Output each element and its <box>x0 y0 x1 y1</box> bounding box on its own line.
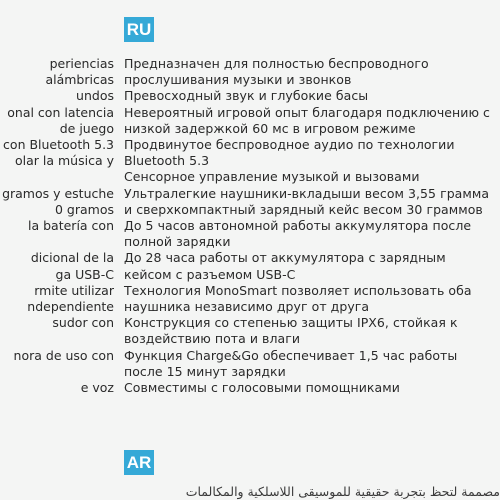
spanish-fragment-line: rmite utilizar <box>34 282 114 298</box>
ru-feature-item: До 28 часа работы от аккумулятора с зарядным кейсом с разъемом USB-C <box>124 250 446 282</box>
ru-feature-item: Превосходный звук и глубокие басы <box>124 88 369 104</box>
spanish-fragment-line: sudor con <box>52 315 114 331</box>
spanish-fragment-line: nora de uso con <box>13 347 114 363</box>
spanish-fragment-line: onal con latencia <box>7 104 114 120</box>
spanish-fragment-line: ndependiente <box>27 299 114 314</box>
language-badge-ru: RU <box>124 17 154 42</box>
spanish-fragment-line: ga USB-C <box>55 266 114 282</box>
spanish-fragment-line: dicional de la <box>30 250 114 266</box>
spanish-fragment-line: 0 gramos <box>55 201 114 217</box>
spanish-text-column-cropped <box>0 0 118 500</box>
spanish-fragment-line: olar la música y <box>15 153 114 169</box>
ru-feature-item: Предназначен для полностью беспроводного прослушивания музыки и звонков <box>124 56 429 88</box>
ru-feature-item: Функция Charge&Go обеспечивает 1,5 час работы после 15 минут зарядки <box>124 347 458 379</box>
spanish-fragment-line: alámbricas <box>45 72 114 88</box>
spanish-fragment-line: undos <box>76 88 114 104</box>
russian-feature-list <box>124 56 490 396</box>
ru-feature-item: Совместимы с голосовыми помощниками <box>124 380 400 396</box>
ru-feature-item: До 5 часов автономной работы аккумулятора после полной зарядки <box>124 218 472 250</box>
spanish-fragment-line: periencias <box>49 56 114 71</box>
ru-feature-item: Ультралегкие наушники-вкладыши весом 3,55 грамма и сверхкомпактный зарядный кейс весом 30 граммов <box>124 185 490 217</box>
spanish-fragment-line: gramos y estuche <box>2 185 114 201</box>
ru-feature-item: Сенсорное управление музыкой и вызовами <box>124 169 420 185</box>
arabic-text-line-cropped: مصممة لتحظ بتجربة حقيقية للموسيقى اللاسلكية والمكالمات <box>185 484 500 499</box>
spanish-fragment-line: de juego <box>59 120 114 136</box>
ru-feature-item: Продвинутое беспроводное аудио по технологии Bluetooth 5.3 <box>124 137 455 169</box>
spanish-fragment-line: e voz <box>80 380 114 395</box>
ru-feature-item: Конструкция со степенью защиты IPX6, стойкая к воздействию пота и влаги <box>124 315 458 347</box>
spanish-fragment-line: con Bluetooth 5.3 <box>3 137 114 152</box>
ru-feature-item: Невероятный игровой опыт благодаря подключению с низкой задержкой 60 мс в игровом режиме <box>124 104 490 136</box>
language-badge-ar: AR <box>124 450 154 475</box>
spanish-fragment-line: la batería con <box>28 218 114 233</box>
ru-feature-item: Технология MonoSmart позволяет использовать оба наушника независимо друг от друга <box>124 282 472 315</box>
